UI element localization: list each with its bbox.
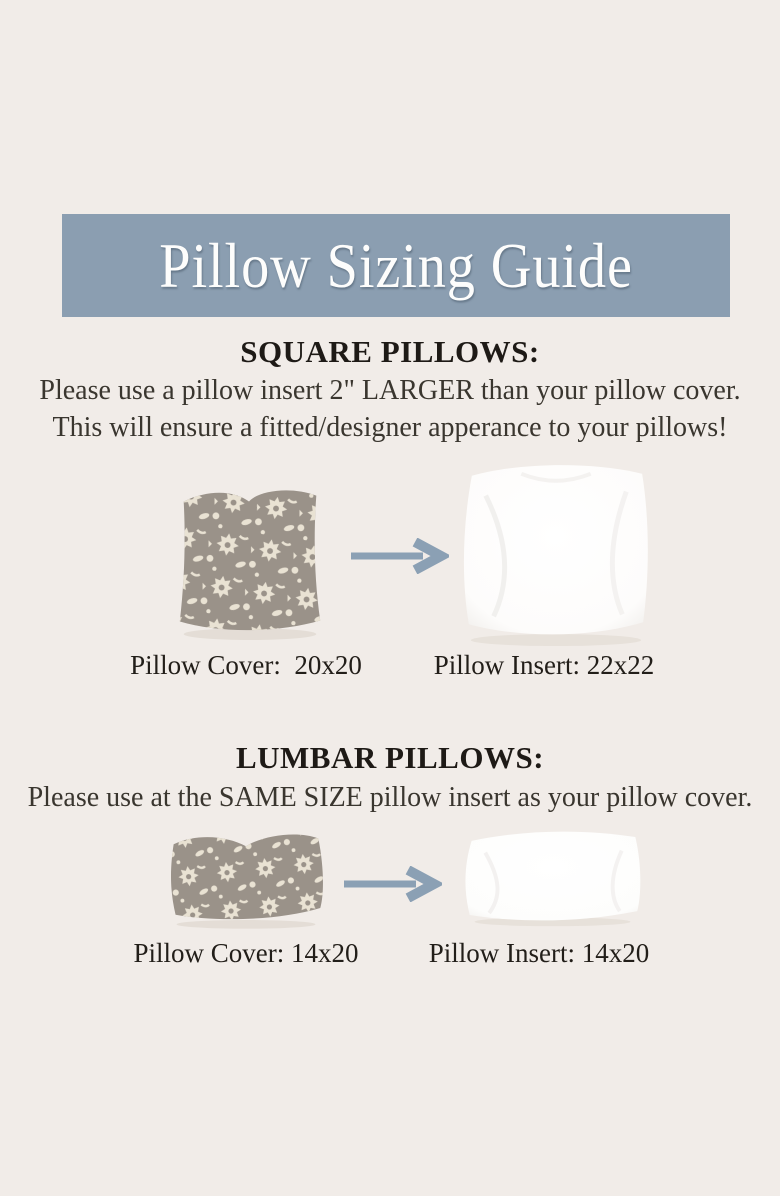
- lumbar-pillows-heading: LUMBAR PILLOWS:: [235, 740, 545, 775]
- lumbar-cover-size-label: Pillow Cover: 14x20: [133, 938, 359, 968]
- square-insert-size-label: Pillow Insert: 22x22: [433, 650, 655, 680]
- square-pillows-description: [20, 372, 760, 446]
- page-title: Pillow Sizing Guide: [159, 229, 633, 301]
- lumbar-description-line-1: Please use at the SAME SIZE pillow insert as your pillow cover.: [27, 782, 753, 813]
- lumbar-pillow-cover-image: [164, 826, 328, 932]
- lumbar-insert-size-label: Pillow Insert: 14x20: [428, 938, 650, 968]
- square-description-line-2: This will ensure a fitted/designer apperance to your pillows!: [52, 412, 728, 443]
- square-pillow-insert-image: [452, 452, 660, 650]
- lumbar-pillows-description: [20, 779, 760, 816]
- square-cover-size-label: Pillow Cover: 20x20: [130, 650, 362, 680]
- square-pillow-cover-image: [172, 478, 328, 644]
- square-description-line-1: Please use a pillow insert 2" LARGER than your pillow cover.: [39, 375, 741, 406]
- right-arrow-icon: [347, 538, 449, 574]
- square-pillows-heading: SQUARE PILLOWS:: [240, 334, 540, 369]
- lumbar-pillow-insert-image: [458, 822, 648, 930]
- right-arrow-icon: [340, 866, 442, 902]
- title-banner: [62, 214, 730, 317]
